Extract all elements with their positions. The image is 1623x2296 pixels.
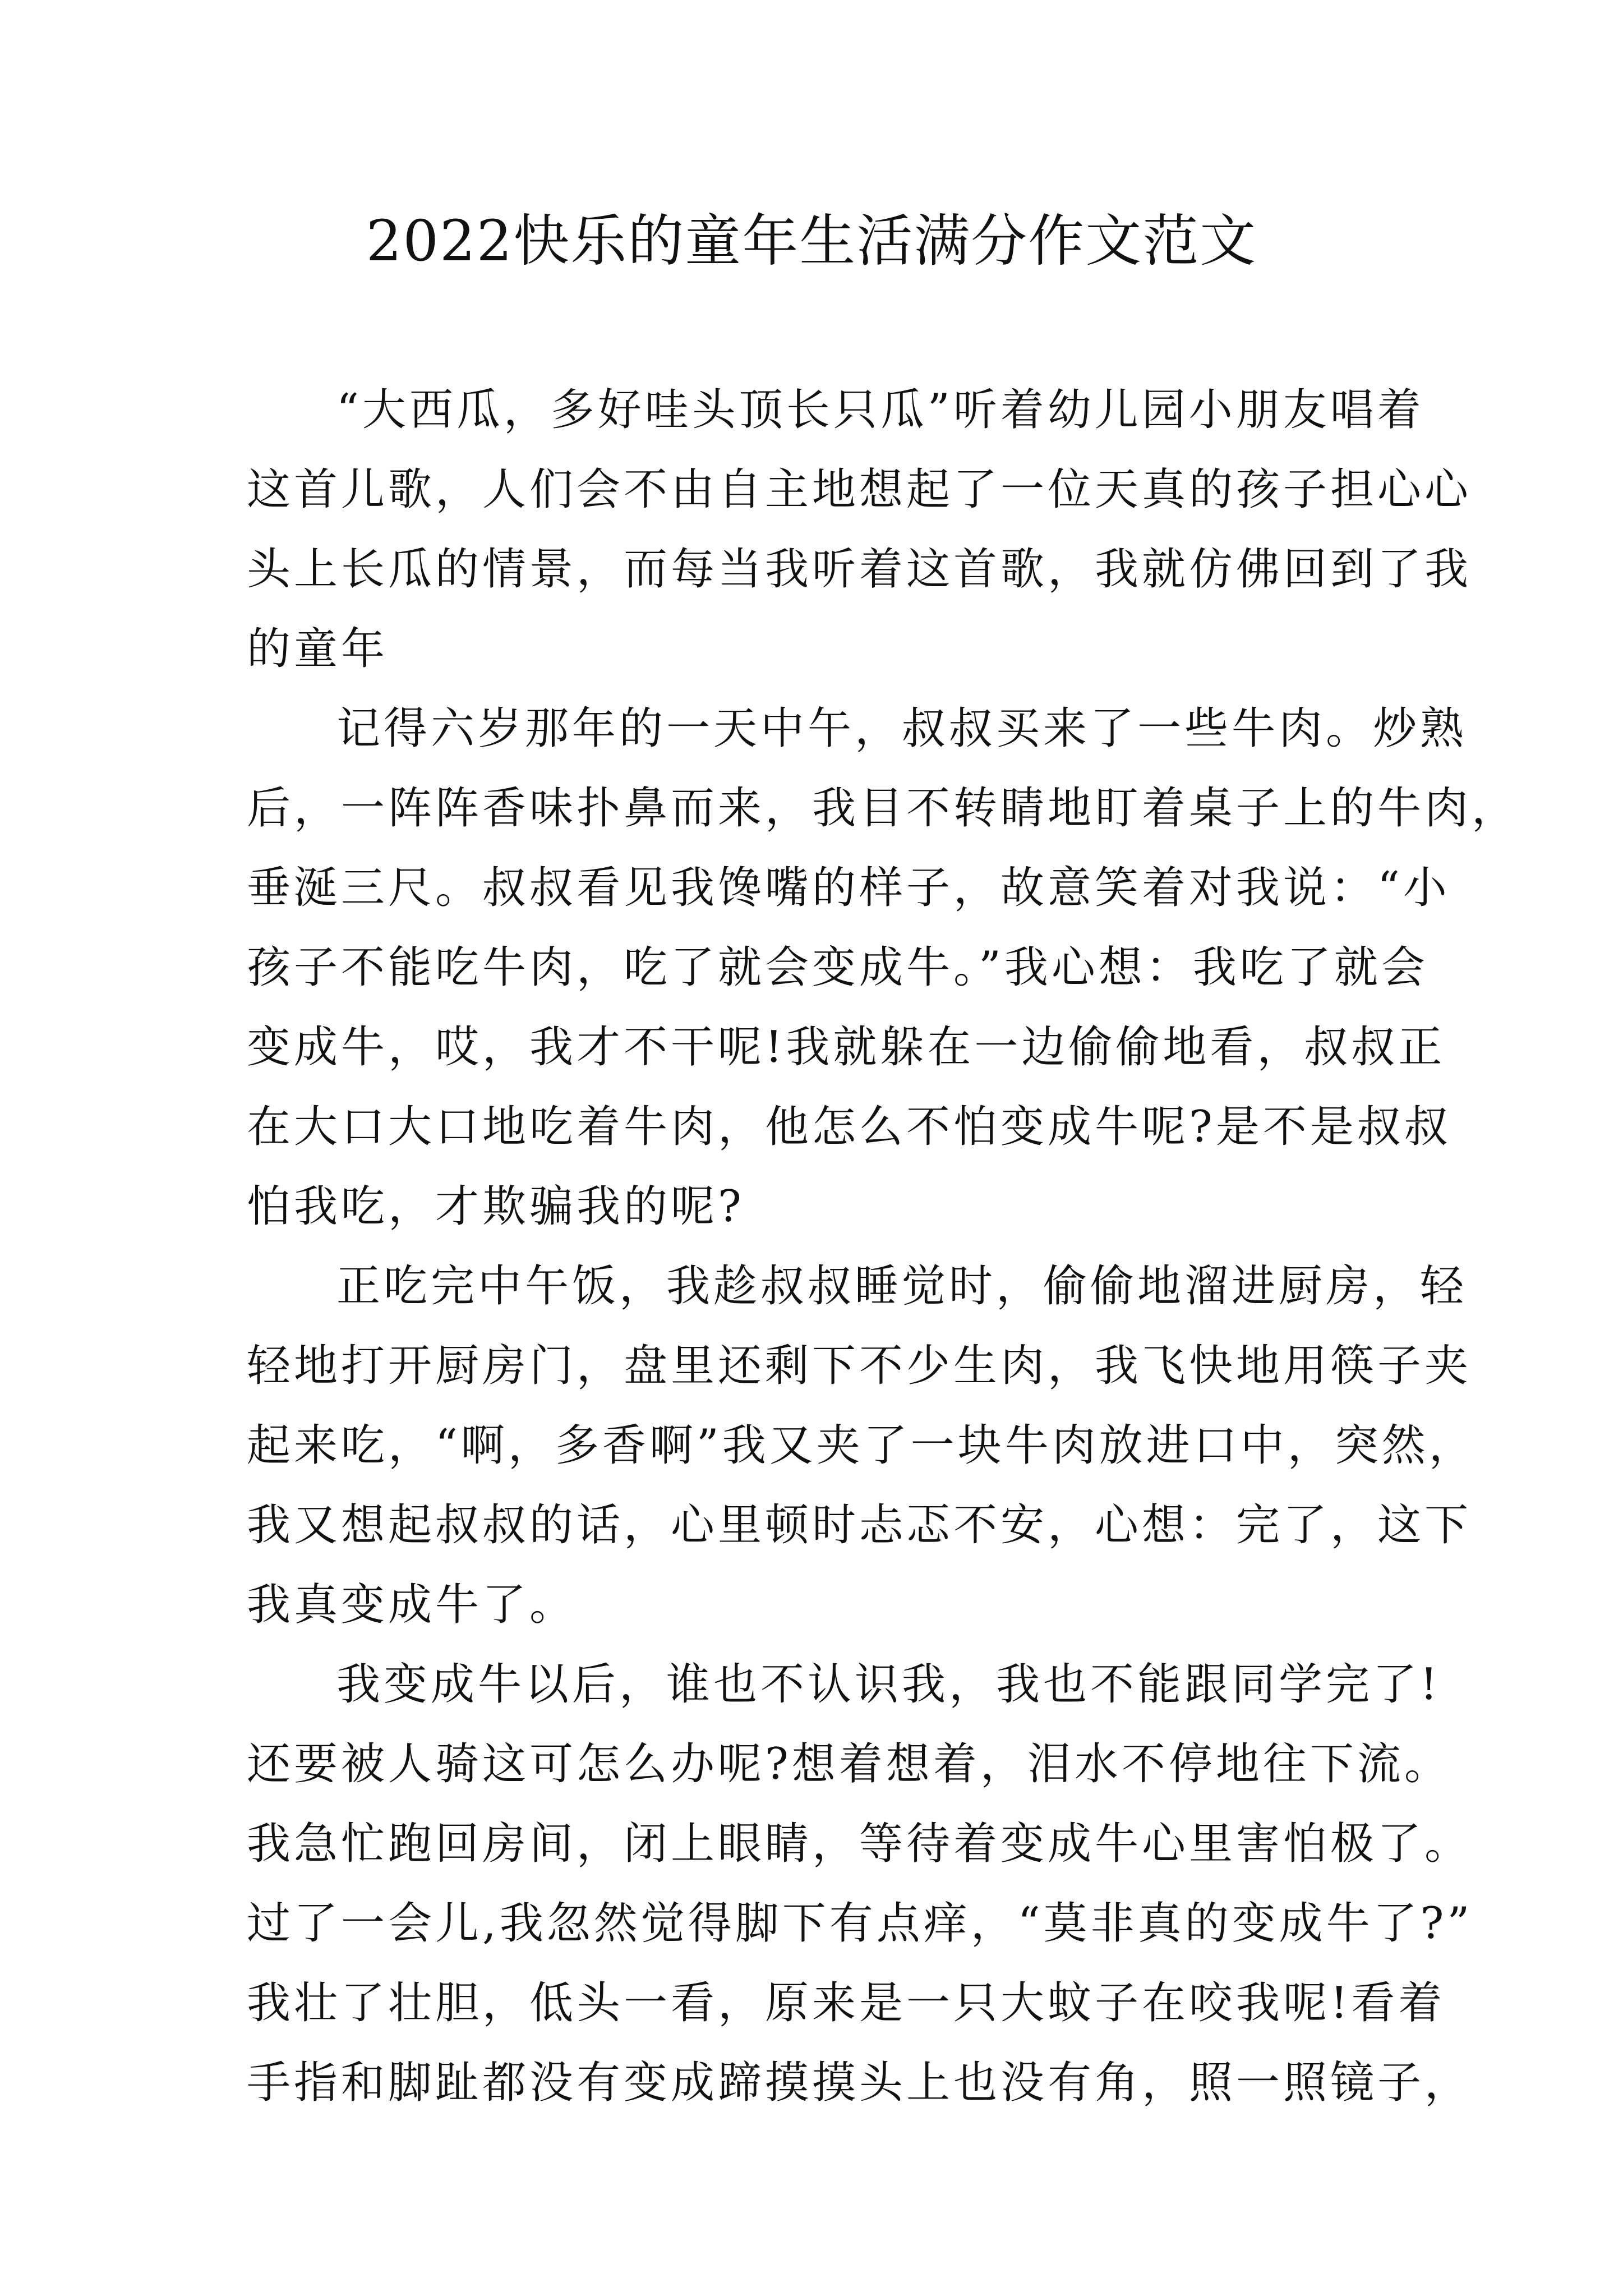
- paragraph-2: [247, 689, 1519, 1246]
- text-line: 在大口大口地吃着牛肉，他怎么不怕变成牛呢?是不是叔叔: [247, 1102, 1451, 1152]
- text-line: 我又想起叔叔的话，心里顿时忐忑不安，心想：完了，这下: [247, 1500, 1472, 1550]
- paragraph-3: [247, 1246, 1476, 1645]
- text-line: 这首儿歌，人们会不由自主地想起了一位天真的孩子担心心: [247, 464, 1472, 515]
- text-line: 我变成牛以后，谁也不认识我，我也不能跟同学完了!: [336, 1659, 1441, 1710]
- text-line: 后，一阵阵香味扑鼻而来，我目不转睛地盯着桌子上的牛肉，: [247, 783, 1519, 834]
- text-line: 垂涎三尺。叔叔看见我馋嘴的样子，故意笑着对我说：“小: [247, 863, 1450, 913]
- text-line: 过了一会儿,我忽然觉得脚下有点痒，“莫非真的变成牛了?”: [247, 1898, 1473, 1949]
- document-body: [247, 370, 1519, 2123]
- paragraph-4: [247, 1645, 1473, 2123]
- text-line: 变成牛，哎，我才不干呢!我就躲在一边偷偷地看，叔叔正: [247, 1022, 1446, 1073]
- text-line: 起来吃，“啊，多香啊”我又夹了一块牛肉放进口中，突然，: [247, 1420, 1476, 1471]
- text-line: 记得六岁那年的一天中午，叔叔买来了一些牛肉。炒熟: [336, 703, 1468, 754]
- text-line: 头上长瓜的情景，而每当我听着这首歌，我就仿佛回到了我: [247, 544, 1472, 595]
- document-title: 2022快乐的童年生活满分作文范文: [366, 208, 1257, 274]
- text-line: 手指和脚趾都没有变成蹄摸摸头上也没有角，照一照镜子，: [247, 2058, 1472, 2108]
- text-line: 还要被人骑这可怎么办呢?想着想着，泪水不停地往下流。: [247, 1739, 1451, 1789]
- text-line: 我急忙跑回房间，闭上眼睛，等待着变成牛心里害怕极了。: [247, 1819, 1472, 1869]
- text-line: 轻地打开厨房门，盘里还剩下不少生肉，我飞快地用筷子夹: [247, 1341, 1472, 1391]
- text-line: 我壮了壮胆，低头一看，原来是一只大蚊子在咬我呢!看着: [247, 1978, 1446, 2028]
- text-line: 的童年: [247, 624, 389, 674]
- text-line: “大西瓜，多好哇头顶长只瓜”听着幼儿园小朋友唱着: [336, 385, 1424, 435]
- text-line: 孩子不能吃牛肉，吃了就会变成牛。”我心想：我吃了就会: [247, 942, 1428, 993]
- text-line: 怕我吃，才欺骗我的呢?: [247, 1181, 745, 1232]
- text-line: 正吃完中午饭，我趁叔叔睡觉时，偷偷地溜进厨房，轻: [336, 1261, 1468, 1312]
- paragraph-1: [247, 370, 1472, 689]
- text-line: 我真变成牛了。: [247, 1580, 577, 1630]
